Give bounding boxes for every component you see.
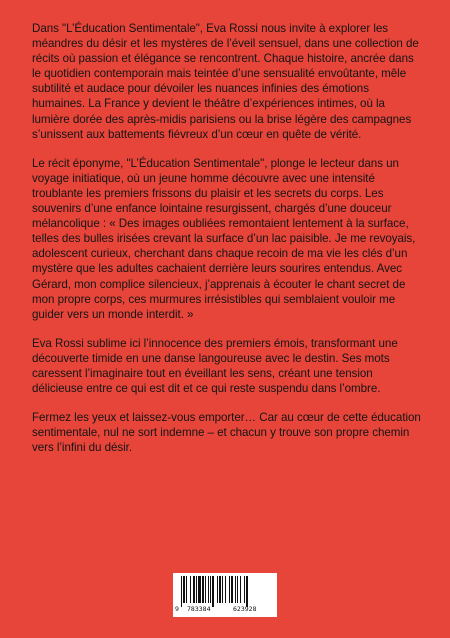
- barcode-bar: [205, 576, 206, 603]
- barcode-bar: [231, 576, 233, 603]
- paragraph-closing: Fermez les yeux et laissez-vous emporter… Car au cœur de cette éducation sentimentale, nul ne sort indemne – et chacun y trouve son propre chemin vers l’infini du désir.: [32, 411, 421, 455]
- barcode-bar: [181, 576, 182, 607]
- barcode-bar: [222, 576, 223, 603]
- paragraph-author-style: Eva Rossi sublime ici l’innocence des premiers émois, transformant une découverte timide en une danse langoureuse avec le destin. Ses mots caressent l’imaginaire tout en éveillant les sens, créant une tension délicieuse entre ce qui est dit et ce qui reste suspendu dans l’ombre.: [32, 336, 398, 396]
- barcode-digit-group-1: 783384: [187, 605, 211, 613]
- barcode-digits: [175, 605, 275, 615]
- barcode-digit-group-2: 623928: [233, 605, 257, 613]
- barcode-bar: [198, 576, 201, 603]
- barcode-bar: [246, 576, 248, 607]
- paragraph-intro: Dans "L’Éducation Sentimentale", Eva Rossi nous invite à explorer les méandres du désir et les mystères de l’éveil sensuel, dans une collection de récits où passion et élégance se rencontrent. Chaque histoire, ancrée dans le quotidien contemporain mais teintée d’une sensualité envoûtante, mêle subtilité et audace pour dévoiler les nuances infinies des émotions humaines. La France y devient le théâtre d’expériences intimes, où la lumière dorée des après-midis parisiens ou la brise légère des campagnes s’unissent aux battements fiévreux d’un cœur en quête de vérité.: [32, 22, 419, 141]
- barcode-bar: [212, 576, 214, 607]
- barcode-bar: [183, 576, 185, 603]
- barcode-bars: [177, 576, 273, 604]
- barcode-bar: [210, 576, 211, 603]
- barcode-bar: [237, 576, 238, 603]
- barcode-bar: [208, 576, 209, 603]
- paragraph-title-story: Le récit éponyme, "L’Éducation Sentimentale", plonge le lecteur dans un voyage initiatique, où un jeune homme découvre avec une intensité troublante les premiers frissons du plaisir et les secrets du corps. Les souvenirs d’une enfance lointaine resurgissent, chargés d’une douceur mélancolique : « Des images oubliées remontaient lentement à la surface, telles des bulles irisées crevant la surface d’un lac paisible. Je me revoyais, adolescent curieux, cherchant dans chaque recoin de ma vie les clés d’un mystère que les adultes cachaient derrière leurs sourires entendus. Avec Gérard, mon complice silencieux, j’apprenais à écouter le chant secret de mon propre corps, ces murmures irrésistibles qui semblaient vouloir me guider vers un monde interdit. »: [32, 156, 416, 321]
- barcode-bar: [229, 576, 230, 603]
- barcode-digit-first: 9: [175, 605, 179, 613]
- barcode-bar: [193, 576, 195, 603]
- barcode-bar: [217, 576, 218, 603]
- isbn-barcode: [173, 573, 277, 617]
- barcode-bar: [219, 576, 221, 603]
- barcode-bar: [235, 576, 236, 603]
- barcode-bar: [240, 576, 241, 603]
- barcode-bar: [186, 576, 187, 603]
- barcode-bar: [225, 576, 226, 603]
- barcode-bar: [196, 576, 197, 603]
- barcode-bar: [202, 576, 204, 603]
- barcode-bar: [244, 576, 245, 603]
- barcode-bar: [190, 576, 191, 603]
- back-cover-text: [32, 21, 424, 469]
